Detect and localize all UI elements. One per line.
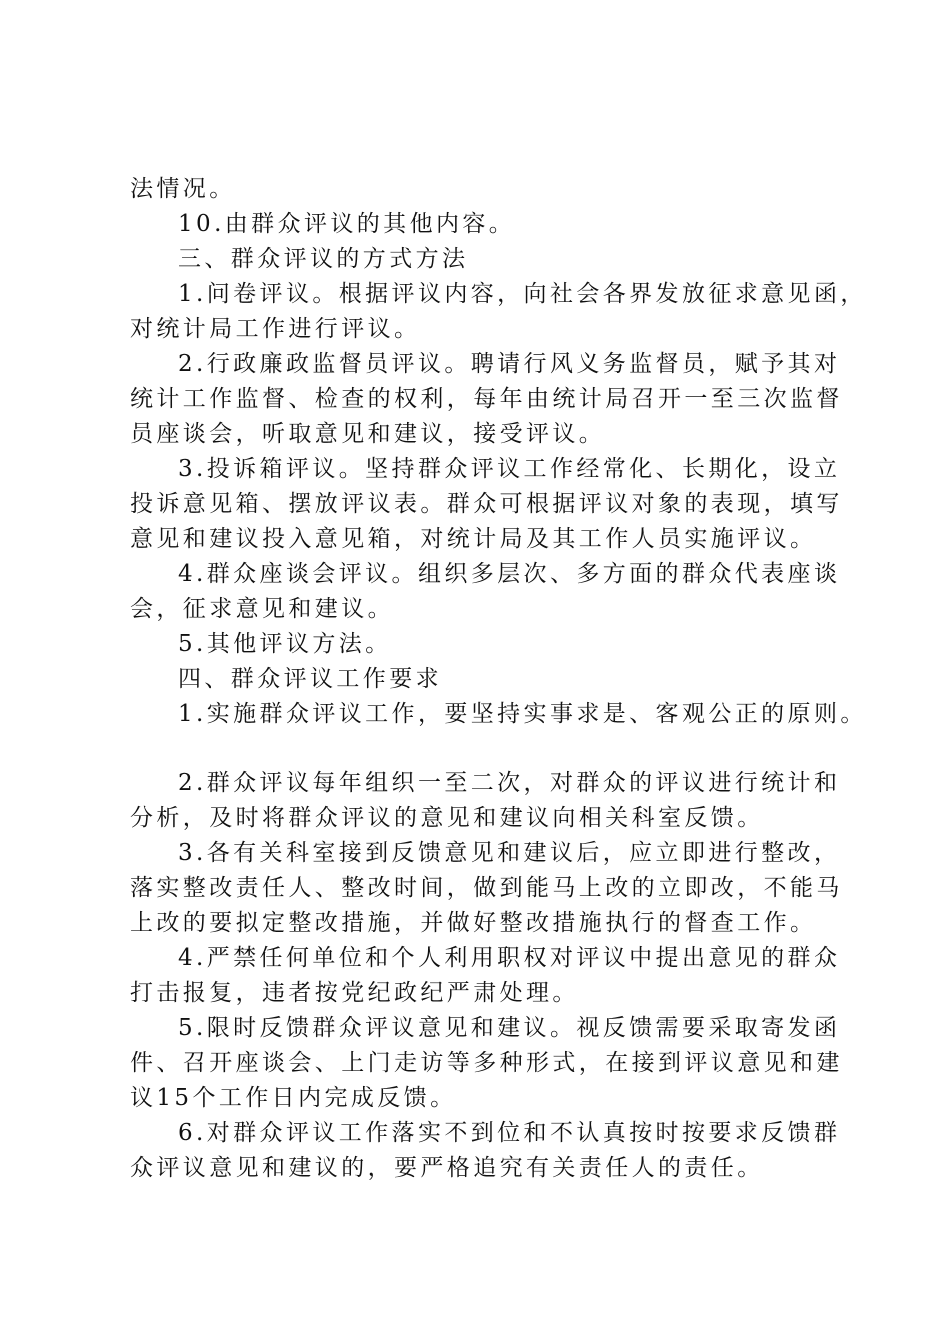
list-item: 2.行政廉政监督员评议。聘请行风义务监督员，赋予其对 bbox=[178, 351, 841, 377]
text-line: 件、召开座谈会、上门走访等多种形式，在接到评议意见和建 bbox=[130, 1050, 843, 1076]
text-line: 法情况。 bbox=[130, 176, 236, 202]
list-item: 4.群众座谈会评议。组织多层次、多方面的群众代表座谈 bbox=[178, 561, 841, 587]
text-line: 对统计局工作进行评议。 bbox=[130, 316, 421, 342]
text-line: 会，征求意见和建议。 bbox=[130, 596, 394, 622]
list-item: 4.严禁任何单位和个人利用职权对评议中提出意见的群众 bbox=[178, 945, 841, 971]
section-heading: 三、群众评议的方式方法 bbox=[178, 246, 469, 272]
list-item: 10.由群众评议的其他内容。 bbox=[178, 211, 516, 237]
text-line: 议15个工作日内完成反馈。 bbox=[130, 1085, 457, 1111]
text-line: 投诉意见箱、摆放评议表。群众可根据评议对象的表现，填写 bbox=[130, 491, 843, 517]
text-line: 落实整改责任人、整改时间，做到能马上改的立即改，不能马 bbox=[130, 875, 843, 901]
list-item: 1.实施群众评议工作，要坚持实事求是、客观公正的原则。 bbox=[178, 701, 867, 727]
text-line: 众评议意见和建议的，要严格追究有关责任人的责任。 bbox=[130, 1155, 764, 1181]
text-line: 统计工作监督、检查的权利，每年由统计局召开一至三次监督 bbox=[130, 386, 843, 412]
paragraph-gap bbox=[130, 732, 850, 766]
list-item: 2.群众评议每年组织一至二次，对群众的评议进行统计和 bbox=[178, 770, 841, 796]
text-line: 上改的要拟定整改措施，并做好整改措施执行的督查工作。 bbox=[130, 910, 817, 936]
list-item: 5.其他评议方法。 bbox=[178, 631, 392, 657]
list-item: 3.投诉箱评议。坚持群众评议工作经常化、长期化，设立 bbox=[178, 456, 841, 482]
text-line: 意见和建议投入意见箱，对统计局及其工作人员实施评议。 bbox=[130, 526, 817, 552]
list-item: 1.问卷评议。根据评议内容，向社会各界发放征求意见函， bbox=[178, 281, 867, 307]
text-line: 打击报复，违者按党纪政纪严肃处理。 bbox=[130, 980, 579, 1006]
list-item: 6.对群众评议工作落实不到位和不认真按时按要求反馈群 bbox=[178, 1120, 841, 1146]
list-item: 5.限时反馈群众评议意见和建议。视反馈需要采取寄发函 bbox=[178, 1015, 841, 1041]
text-line: 员座谈会，听取意见和建议，接受评议。 bbox=[130, 421, 606, 447]
list-item: 3.各有关科室接到反馈意见和建议后，应立即进行整改， bbox=[178, 840, 841, 866]
document-body bbox=[130, 172, 867, 1186]
section-heading: 四、群众评议工作要求 bbox=[178, 666, 442, 692]
text-line: 分析，及时将群众评议的意见和建议向相关科室反馈。 bbox=[130, 805, 764, 831]
